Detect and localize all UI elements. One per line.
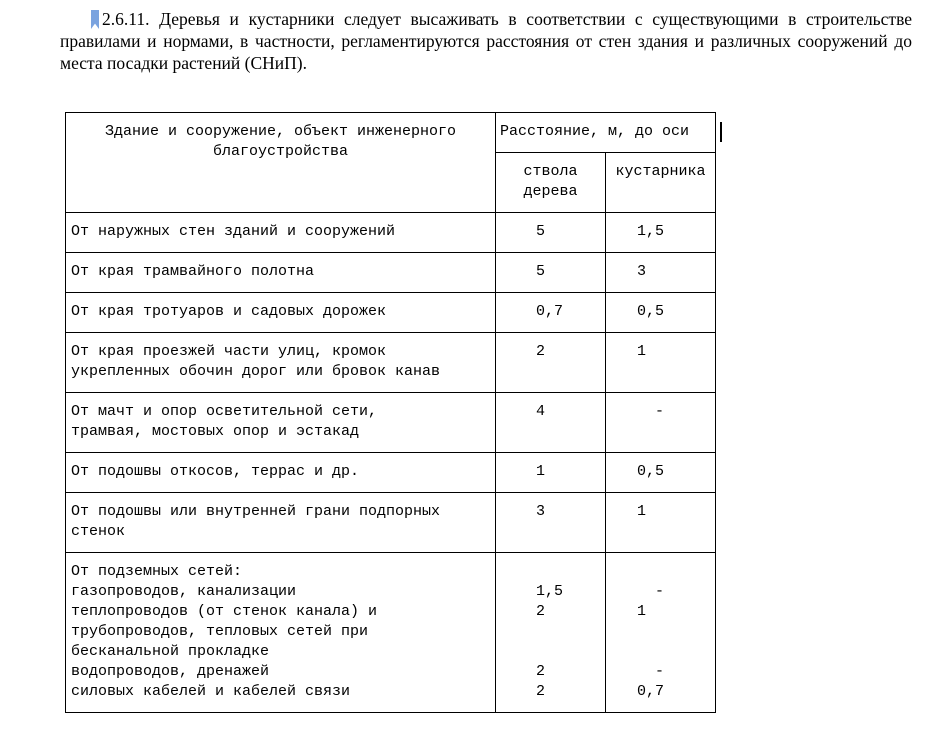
table-row: [66, 293, 716, 333]
table-row: [66, 493, 716, 553]
row-trunk-distance: 2: [496, 333, 606, 393]
bookmark-icon: [91, 10, 99, 29]
row-shrub-distance: 3: [606, 253, 716, 293]
row-name: От мачт и опор осветительной сети, трамвая, мостовых опор и эстакад: [66, 393, 496, 453]
table-row: [66, 393, 716, 453]
table-row: [66, 453, 716, 493]
header-trunk: ствола дерева: [496, 153, 606, 213]
header-shrub: кустарника: [606, 153, 716, 213]
table-row: [66, 553, 716, 713]
row-shrub-distance: 1,5: [606, 213, 716, 253]
row-shrub-distance: 1: [606, 333, 716, 393]
row-name: От края тротуаров и садовых дорожек: [66, 293, 496, 333]
row-trunk-distance: 5: [496, 253, 606, 293]
row-name: От наружных стен зданий и сооружений: [66, 213, 496, 253]
row-name: От подземных сетей: газопроводов, канализации теплопроводов (от стенок канала) и трубопроводов, тепловых сетей при бесканальной прокладке водопроводов, дренажей силовых кабелей и кабелей связи: [66, 553, 496, 713]
distance-norms-table: [65, 112, 716, 713]
text-cursor: [720, 122, 722, 142]
section-paragraph: [60, 8, 912, 74]
row-name: От подошвы или внутренней грани подпорных стенок: [66, 493, 496, 553]
table-row: [66, 253, 716, 293]
table-row: [66, 213, 716, 253]
row-shrub-distance: -: [606, 393, 716, 453]
row-trunk-distance: 1,5 2 2 2: [496, 553, 606, 713]
row-name: От края трамвайного полотна: [66, 253, 496, 293]
header-distance: Расстояние, м, до оси: [496, 113, 716, 153]
paragraph-text: 2.6.11. Деревья и кустарники следует высаживать в соответствии с существующими в строительстве правилами и нормами, в частности, регламентируются расстояния от стен здания и различных сооружений до места посадки растений (СНиП).: [60, 9, 912, 73]
row-name: От подошвы откосов, террас и др.: [66, 453, 496, 493]
row-shrub-distance: - 1 - 0,7: [606, 553, 716, 713]
row-trunk-distance: 3: [496, 493, 606, 553]
header-object: Здание и сооружение, объект инженерного благоустройства: [66, 113, 496, 213]
row-trunk-distance: 1: [496, 453, 606, 493]
row-shrub-distance: 0,5: [606, 293, 716, 333]
row-name: От края проезжей части улиц, кромок укрепленных обочин дорог или бровок канав: [66, 333, 496, 393]
row-shrub-distance: 1: [606, 493, 716, 553]
table-row: [66, 333, 716, 393]
row-trunk-distance: 4: [496, 393, 606, 453]
row-trunk-distance: 5: [496, 213, 606, 253]
row-shrub-distance: 0,5: [606, 453, 716, 493]
row-trunk-distance: 0,7: [496, 293, 606, 333]
header-row: [66, 113, 716, 153]
